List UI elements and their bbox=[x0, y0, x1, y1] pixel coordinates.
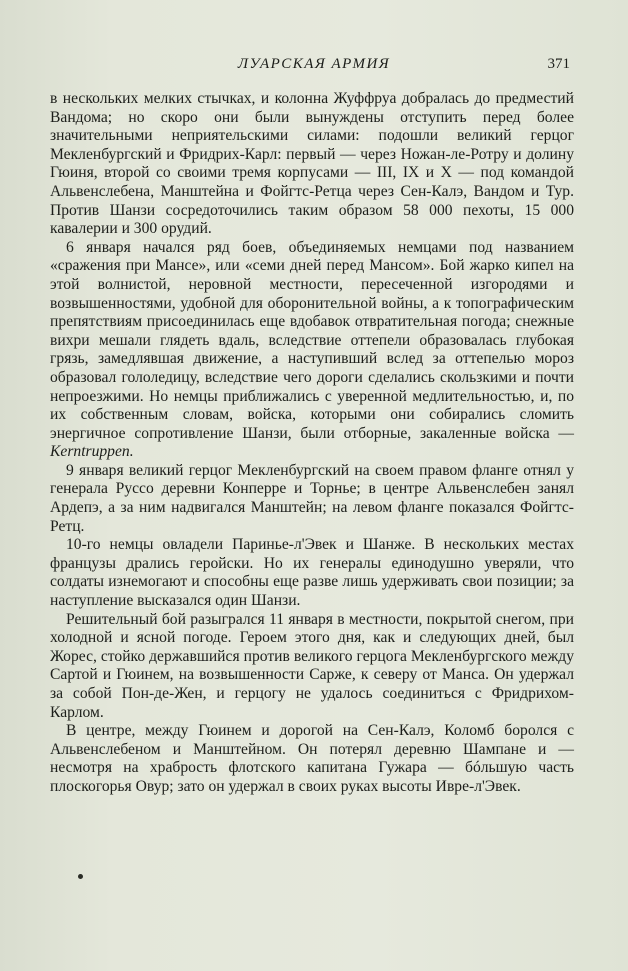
paragraph-3 bbox=[50, 462, 574, 536]
paragraph-text: 10-го немцы овладели Париньe-л'Эвек и Шанже. В нескольких местах французы дрались геройски. Но их генералы единодушно уверяли, что солдаты изнемогают и способны еще разве лишь удерживать свои позиции; за наступление высказался один Шанзи. bbox=[50, 536, 574, 610]
paragraph-text: В центре, между Гюинем и дорогой на Сен-Калэ, Коломб боролся с Альвенслебеном и Манштейном. Он потерял деревню Шампане и — несмотря на храбрость флотского капитана Гужара — бóльшую часть плоскогорья Овур; зато он удержал в своих руках высоты Ивре-л'Эвек. bbox=[50, 722, 574, 795]
ink-dot bbox=[78, 874, 83, 879]
paragraph-4 bbox=[50, 536, 574, 610]
emphasis-term: Kerntruppen. bbox=[50, 443, 134, 461]
body-text bbox=[50, 90, 574, 797]
paragraph-1 bbox=[50, 90, 574, 239]
page-header bbox=[0, 56, 628, 80]
paragraph-5 bbox=[50, 611, 574, 723]
paragraph-text: в нескольких мелких стычках, и колонна Жуффруа добралась до предместий Вандома; но скоро они были вынуждены отступить перед более значительными неприятельскими силами: подошли великий герцог Мекленбургский и Фридрих-Карл: первый — через Ножан-ле-Ротру и долину Гюиня, второй со своими тремя корпусами — III, IX и X — под командой Альвенслебена, Манштейна и Фойгтс-Ретца через Сен-Калэ, Вандом и Тур. Против Шанзи сосредоточились таким образом 58 000 пехоты, 15 000 кавалерии и 300 орудий. bbox=[50, 90, 574, 238]
paragraph-text: Решительный бой разыгрался 11 января в местности, покрытой снегом, при холодной и ясной погоде. Героем этого дня, как и следующих дней, был Жорес, стойко державшийся против великого герцога Мекленбургского между Сартой и Гюинем, на возвышенности Сарже, к северу от Манса. Он удержал за собой Пон-де-Жен, и герцогу не удалось соединиться с Фридрихом-Карлом. bbox=[50, 610, 574, 721]
paragraph-text: 9 января великий герцог Мекленбургский на своем правом фланге отнял у генерала Руссо деревни Конперре и Торнье; в центре Альвенслебен занял Ардепэ, а за ним надвигался Манштейн; на левом фланге показался Фойгтс-Ретц. bbox=[50, 461, 574, 535]
paragraph-2 bbox=[50, 239, 574, 462]
running-head: ЛУАРСКАЯ АРМИЯ bbox=[237, 56, 391, 72]
paragraph-6 bbox=[50, 722, 574, 796]
paragraph-text: 6 января начался ряд боев, объединяемых немцами под названием «сражения при Мансе», или «семи дней перед Мансом». Бой жарко кипел на этой волнистой, неровной местности, пересеченной изгородями и возвышенностями, удобной для оборонительной войны, а к топографическим препятствиям присоединилась еще вдобавок отвратительная погода; снежные вихри мешали глядеть вдаль, вследствие оттепели образовалась глубокая грязь, замедлявшая движение, а наступивший вслед за оттепелью мороз образовал гололедицу, вследствие чего дороги сделались скользкими и почти непроезжими. Но немцы приближались с уверенной медлительностью, и, по их собственным словам, войска, которыми они собирались сломить энергичное сопротивление Шанзи, были отборные, закаленные войска — bbox=[50, 238, 574, 442]
page-number: 371 bbox=[547, 56, 570, 72]
